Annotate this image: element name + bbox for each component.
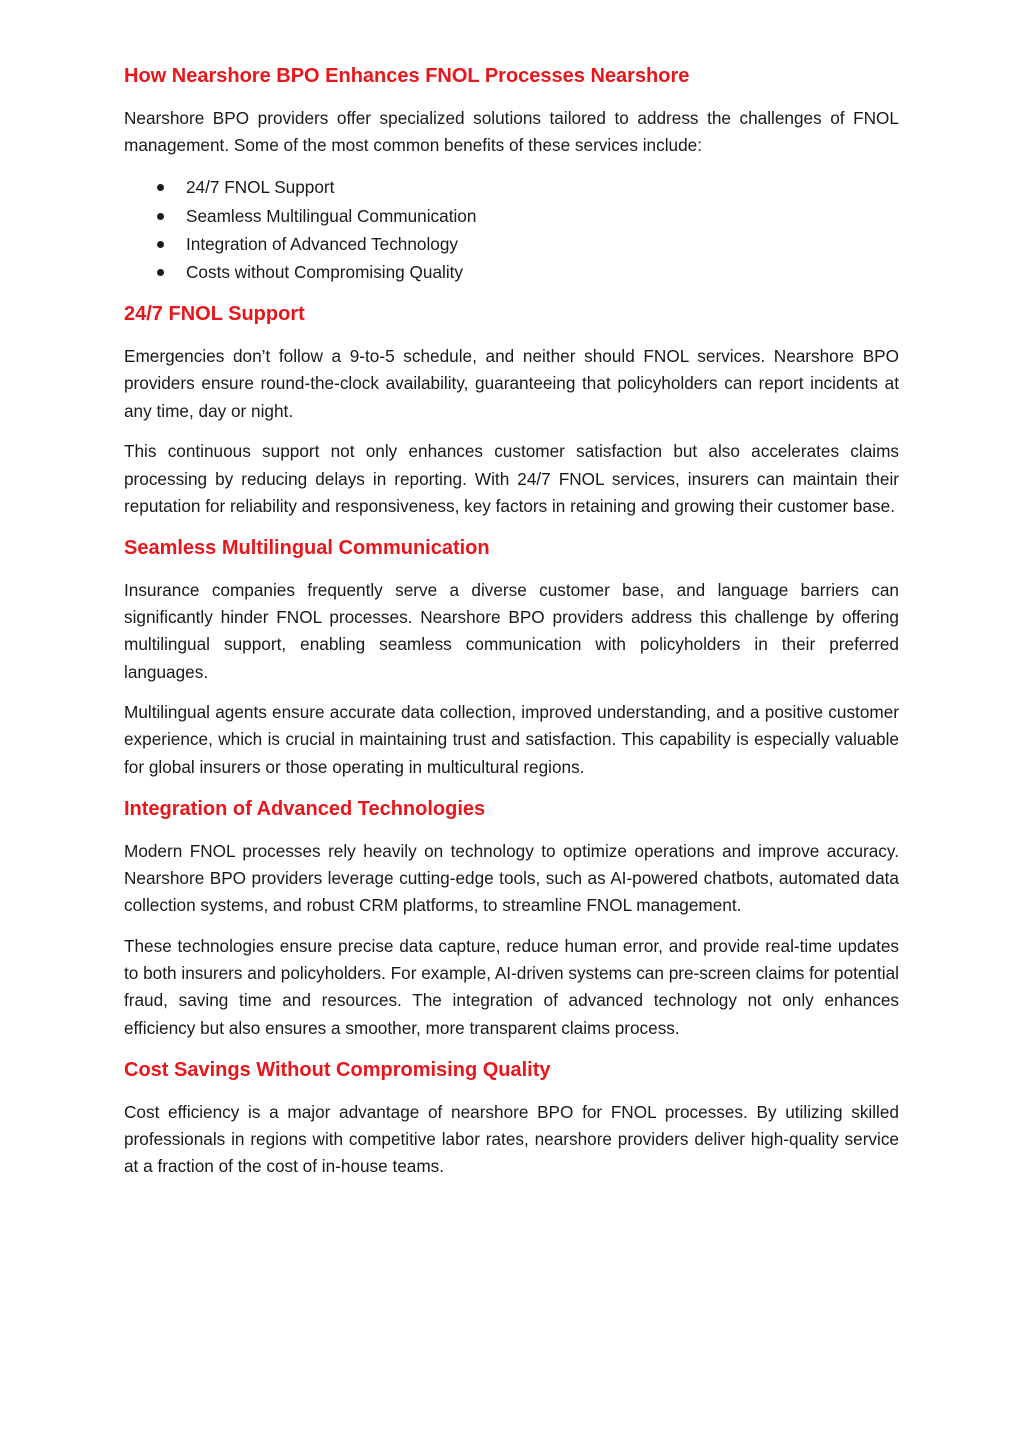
paragraph: Insurance companies frequently serve a diverse customer base, and language barriers can significantly hinder FNOL processes. Nearshore BPO providers address this challenge by offering multilingual support, enabling seamless communication with policyholders in their preferred languages. — [124, 579, 899, 682]
document-page — [124, 62, 899, 1180]
list-item-text: 24/7 FNOL Support — [186, 177, 335, 198]
list-item-text: Costs without Compromising Quality — [186, 262, 464, 283]
section-heading: 24/7 FNOL Support — [124, 303, 305, 326]
section-heading: Integration of Advanced Technologies — [124, 797, 486, 820]
bullet-icon — [157, 241, 164, 248]
bullet-icon — [157, 269, 164, 276]
paragraph: Modern FNOL processes rely heavily on technology to optimize operations and improve accuracy. Nearshore BPO providers leverage cutting-edge tools, such as AI-powered chatbots, automated data collection systems, and robust CRM platforms, to streamline FNOL management. — [124, 840, 899, 916]
paragraph: Multilingual agents ensure accurate data collection, improved understanding, and a positive customer experience, which is crucial in maintaining trust and satisfaction. This capability is especially valuable for global insurers or those operating in multicultural regions. — [124, 702, 899, 777]
paragraph: Emergencies don’t follow a 9-to-5 schedule, and neither should FNOL services. Nearshore BPO providers ensure round-the-clock availability, guaranteeing that policyholders can report incidents at any time, day or night. — [124, 346, 899, 421]
paragraph: Cost efficiency is a major advantage of nearshore BPO for FNOL processes. By utilizing skilled professionals in regions with competitive labor rates, nearshore providers deliver high-quality service at a fraction of the cost of in-house teams. — [124, 1101, 899, 1177]
paragraph: Nearshore BPO providers offer specialized solutions tailored to address the challenges of FNOL management. Some of the most common benefits of these services include: — [124, 108, 899, 156]
list-item — [124, 230, 899, 258]
section-heading: How Nearshore BPO Enhances FNOL Processes Nearshore — [124, 65, 690, 87]
paragraph: This continuous support not only enhances customer satisfaction but also accelerates claims processing by reducing delays in reporting. With 24/7 FNOL services, insurers can maintain their reputation for reliability and responsiveness, key factors in retaining and growing their customer base. — [124, 441, 899, 516]
bullet-icon — [157, 184, 164, 191]
section-heading: Seamless Multilingual Communication — [124, 536, 490, 559]
list-item-text: Integration of Advanced Technology — [186, 233, 459, 254]
list-item — [124, 202, 899, 230]
list-item — [124, 258, 899, 286]
list-item-text: Seamless Multilingual Communication — [186, 205, 477, 226]
list-item — [124, 173, 899, 201]
bullet-icon — [157, 213, 164, 220]
benefits-list — [124, 173, 899, 286]
section-heading: Cost Savings Without Compromising Quality — [124, 1058, 551, 1081]
paragraph: These technologies ensure precise data capture, reduce human error, and provide real-time updates to both insurers and policyholders. For example, AI-driven systems can pre-screen claims for potential fraud, saving time and resources. The integration of advanced technology not only enhances efficiency but also ensures a smoother, more transparent claims process. — [124, 935, 899, 1038]
